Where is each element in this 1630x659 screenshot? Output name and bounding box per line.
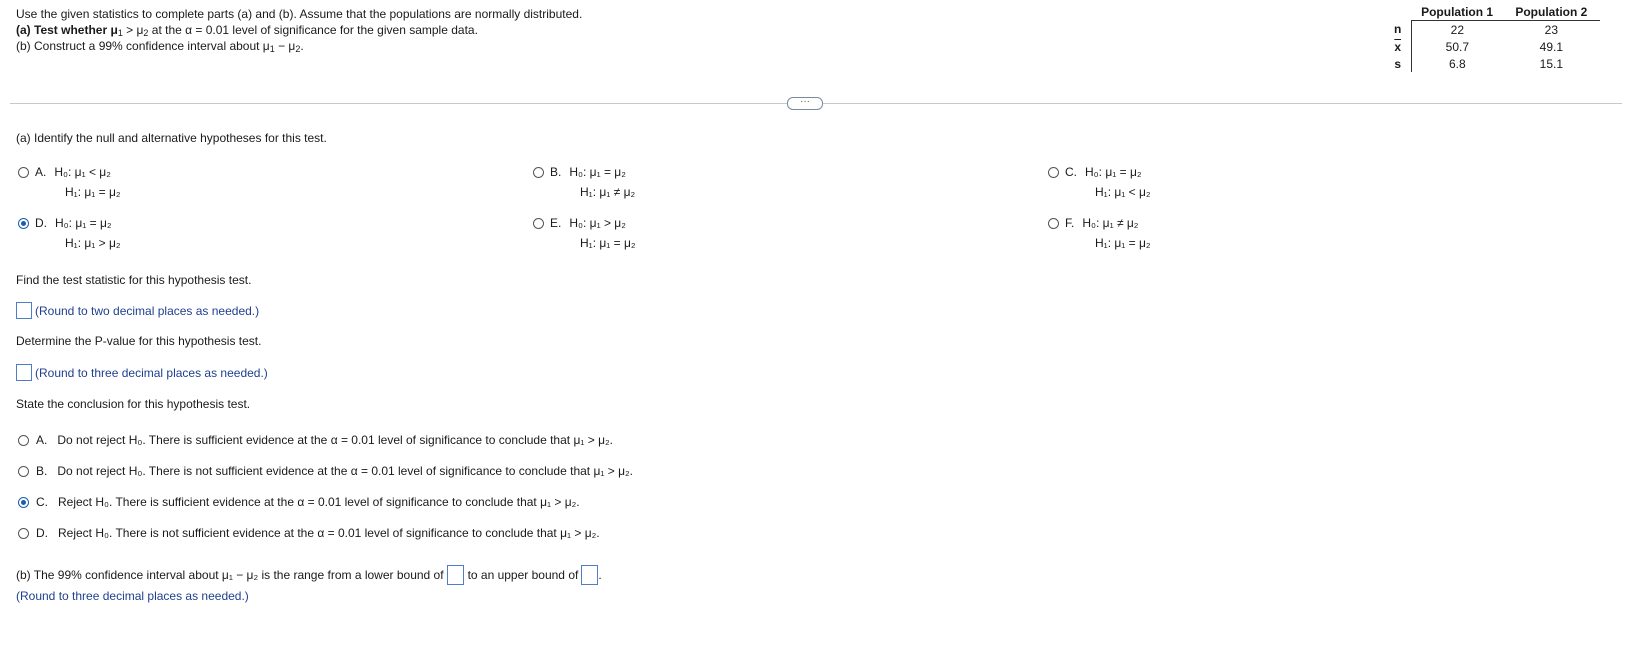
alternative-hypothesis: H₁: μ₁ = μ₂ [65, 185, 121, 199]
choice-letter: D. [35, 216, 47, 230]
row-label-s: s [1390, 55, 1412, 72]
instruction-line-3 [16, 38, 582, 54]
null-hypothesis: H₀: μ₁ = μ₂ [1085, 165, 1142, 179]
hypothesis-choice-c[interactable] [1048, 162, 1151, 202]
instruction-line-3-mid: − μ [274, 39, 296, 53]
radio-button[interactable] [18, 435, 29, 446]
radio-button-selected[interactable] [18, 218, 29, 229]
upper-bound-input[interactable] [581, 565, 598, 585]
table-row [1390, 21, 1600, 39]
conclusion-choice-a[interactable] [18, 433, 613, 447]
conclusion-prompt: State the conclusion for this hypothesis test. [16, 397, 251, 411]
p-value-hint: (Round to three decimal places as needed.) [35, 365, 268, 380]
choice-letter: A. [35, 165, 47, 179]
alternative-hypothesis: H₁: μ₁ > μ₂ [65, 236, 121, 250]
choice-letter: A. [36, 433, 48, 447]
null-hypothesis: H₀: μ₁ = μ₂ [55, 216, 112, 230]
radio-button-selected[interactable] [18, 497, 29, 508]
table-header-row [1390, 4, 1600, 21]
p-value-prompt: Determine the P-value for this hypothesis test. [16, 334, 262, 348]
instruction-line-2-suffix: at the α = 0.01 level of significance for the given sample data. [148, 23, 478, 37]
lower-bound-input[interactable] [447, 565, 464, 585]
radio-button[interactable] [533, 218, 544, 229]
part-b-suffix: . [598, 568, 602, 582]
table-row [1390, 38, 1600, 55]
conclusion-text: Reject H₀. There is sufficient evidence at the α = 0.01 level of significance to conclude that μ₁ > μ₂. [58, 495, 580, 509]
subscript: 2 [143, 28, 149, 38]
test-statistic-prompt: Find the test statistic for this hypothesis test. [16, 273, 252, 287]
part-b-middle: to an upper bound of [467, 568, 579, 582]
hypothesis-choice-e[interactable] [533, 213, 636, 253]
table-row [1390, 55, 1600, 72]
part-b-row [16, 565, 602, 585]
subscript: 1 [269, 44, 275, 54]
table-corner [1390, 4, 1412, 21]
p-value-input[interactable] [16, 364, 32, 381]
instruction-line-3-suffix: . [300, 39, 304, 53]
choice-letter: F. [1065, 216, 1075, 230]
radio-button[interactable] [1048, 167, 1059, 178]
hypothesis-choice-d[interactable] [18, 213, 121, 253]
alternative-hypothesis: H₁: μ₁ = μ₂ [1095, 236, 1151, 250]
table-cell: 50.7 [1445, 39, 1470, 54]
radio-button[interactable] [18, 466, 29, 477]
statistics-table [1390, 4, 1600, 72]
instruction-line-1: Use the given statistics to complete parts (a) and (b). Assume that the populations are normally distributed. [16, 7, 583, 21]
column-header-population-1: Population 1 [1421, 5, 1494, 19]
choice-letter: D. [36, 526, 48, 540]
conclusion-choice-b[interactable] [18, 464, 633, 478]
p-value-row [16, 364, 268, 381]
radio-button[interactable] [18, 167, 29, 178]
row-label-xbar: $\overline{x}$ [1390, 38, 1412, 55]
part-b-hint: (Round to three decimal places as needed.) [16, 589, 249, 603]
conclusion-choice-d[interactable] [18, 526, 600, 540]
conclusion-choice-c[interactable] [18, 495, 580, 509]
test-statistic-row [16, 302, 259, 319]
table-cell: 49.1 [1539, 39, 1564, 54]
null-hypothesis: H₀: μ₁ = μ₂ [569, 165, 626, 179]
part-a-prompt: (a) Identify the null and alternative hypotheses for this test. [16, 131, 327, 145]
conclusion-text: Do not reject H₀. There is sufficient evidence at the α = 0.01 level of significance to conclude that μ₁ > μ₂. [57, 433, 613, 447]
instruction-line-2-prefix: (a) Test whether μ [16, 23, 118, 37]
conclusion-text: Reject H₀. There is not sufficient evidence at the α = 0.01 level of significance to conclude that μ₁ > μ₂. [58, 526, 600, 540]
subscript: 2 [295, 44, 301, 54]
instruction-line-2-mid: > μ [122, 23, 144, 37]
subscript: 1 [117, 28, 123, 38]
null-hypothesis: H₀: μ₁ < μ₂ [54, 165, 111, 179]
radio-button[interactable] [533, 167, 544, 178]
table-cell: 15.1 [1539, 56, 1564, 71]
choice-letter: B. [36, 464, 48, 478]
column-header-population-2: Population 2 [1515, 5, 1588, 19]
table-cell: 23 [1502, 21, 1600, 39]
radio-button[interactable] [18, 528, 29, 539]
null-hypothesis: H₀: μ₁ > μ₂ [569, 216, 626, 230]
alternative-hypothesis: H₁: μ₁ < μ₂ [1095, 185, 1151, 199]
test-statistic-hint: (Round to two decimal places as needed.) [35, 303, 260, 318]
instruction-line-2 [16, 22, 582, 38]
instructions [16, 6, 582, 54]
radio-button[interactable] [1048, 218, 1059, 229]
null-hypothesis: H₀: μ₁ ≠ μ₂ [1082, 216, 1139, 230]
instruction-line-3-prefix: (b) Construct a 99% confidence interval about μ [16, 39, 270, 53]
hypothesis-choice-f[interactable] [1048, 213, 1151, 253]
choice-letter: B. [550, 165, 562, 179]
row-label-n: n [1390, 21, 1412, 39]
test-statistic-input[interactable] [16, 302, 32, 319]
hypothesis-choice-a[interactable] [18, 162, 121, 202]
table-cell: 22 [1412, 21, 1503, 39]
table-cell: 6.8 [1449, 56, 1466, 71]
alternative-hypothesis: H₁: μ₁ ≠ μ₂ [580, 185, 636, 199]
hypothesis-choice-b[interactable] [533, 162, 635, 202]
conclusion-text: Do not reject H₀. There is not sufficient evidence at the α = 0.01 level of significance to conclude that μ₁ > μ₂. [57, 464, 634, 478]
alternative-hypothesis: H₁: μ₁ = μ₂ [580, 236, 636, 250]
part-b-prefix: (b) The 99% confidence interval about μ₁ − μ₂ is the range from a lower bound of [16, 568, 444, 582]
expand-button[interactable]: ··· [787, 97, 823, 110]
choice-letter: E. [550, 216, 562, 230]
choice-letter: C. [36, 495, 48, 509]
choice-letter: C. [1065, 165, 1077, 179]
